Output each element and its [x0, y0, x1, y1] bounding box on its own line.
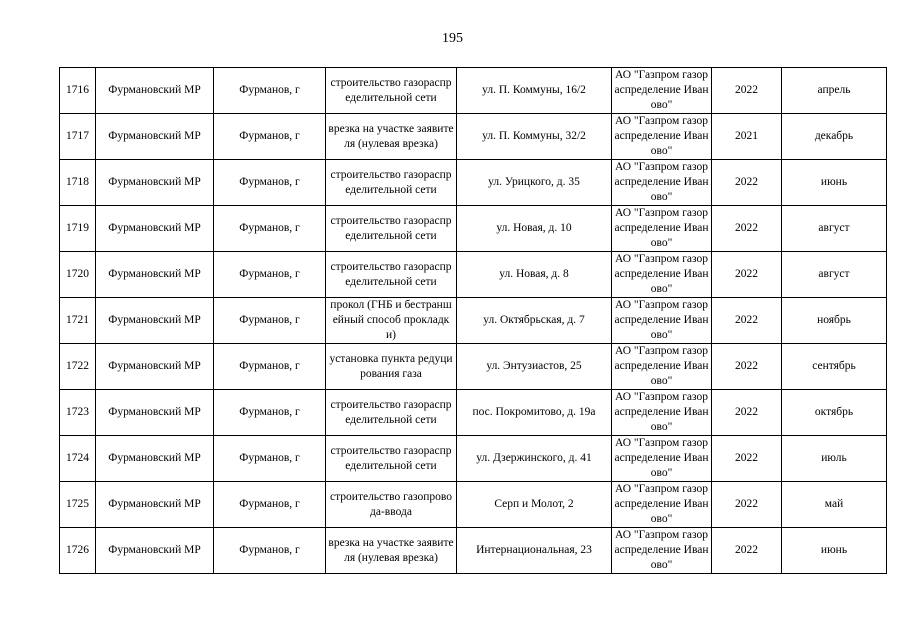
organization-cell: АО "Газпром газораспределение Иваново": [612, 114, 712, 160]
organization-cell: АО "Газпром газораспределение Иваново": [612, 206, 712, 252]
work-type-cell: строительство газораспределительной сети: [326, 390, 457, 436]
work-type-cell: строительство газораспределительной сети: [326, 160, 457, 206]
organization-cell: АО "Газпром газораспределение Иваново": [612, 482, 712, 528]
district-cell: Фурмановский МР: [96, 482, 214, 528]
work-type-cell: врезка на участке заявителя (нулевая врезка): [326, 528, 457, 574]
address-cell: ул. П. Коммуны, 32/2: [457, 114, 612, 160]
organization-cell: АО "Газпром газораспределение Иваново": [612, 160, 712, 206]
table-row: [60, 252, 887, 298]
year-cell: 2022: [712, 436, 782, 482]
year-cell: 2022: [712, 160, 782, 206]
row-number-cell: 1723: [60, 390, 96, 436]
district-cell: Фурмановский МР: [96, 252, 214, 298]
address-cell: ул. Новая, д. 8: [457, 252, 612, 298]
table-row: [60, 160, 887, 206]
table-row: [60, 114, 887, 160]
row-number-cell: 1718: [60, 160, 96, 206]
district-cell: Фурмановский МР: [96, 298, 214, 344]
year-cell: 2022: [712, 528, 782, 574]
row-number-cell: 1726: [60, 528, 96, 574]
month-cell: май: [782, 482, 887, 528]
month-cell: октябрь: [782, 390, 887, 436]
month-cell: сентябрь: [782, 344, 887, 390]
table-row: [60, 436, 887, 482]
work-type-cell: установка пункта редуцирования газа: [326, 344, 457, 390]
organization-cell: АО "Газпром газораспределение Иваново": [612, 390, 712, 436]
row-number-cell: 1725: [60, 482, 96, 528]
organization-cell: АО "Газпром газораспределение Иваново": [612, 298, 712, 344]
work-type-cell: врезка на участке заявителя (нулевая врезка): [326, 114, 457, 160]
month-cell: июль: [782, 436, 887, 482]
year-cell: 2021: [712, 114, 782, 160]
row-number-cell: 1724: [60, 436, 96, 482]
table-row: [60, 68, 887, 114]
address-cell: ул. Октябрьская, д. 7: [457, 298, 612, 344]
city-cell: Фурманов, г: [214, 298, 326, 344]
month-cell: август: [782, 206, 887, 252]
row-number-cell: 1716: [60, 68, 96, 114]
city-cell: Фурманов, г: [214, 528, 326, 574]
month-cell: декабрь: [782, 114, 887, 160]
table-row: [60, 528, 887, 574]
district-cell: Фурмановский МР: [96, 206, 214, 252]
district-cell: Фурмановский МР: [96, 68, 214, 114]
district-cell: Фурмановский МР: [96, 344, 214, 390]
work-type-cell: строительство газораспределительной сети: [326, 252, 457, 298]
year-cell: 2022: [712, 252, 782, 298]
organization-cell: АО "Газпром газораспределение Иваново": [612, 344, 712, 390]
city-cell: Фурманов, г: [214, 482, 326, 528]
work-type-cell: строительство газораспределительной сети: [326, 68, 457, 114]
table-body: [60, 68, 887, 574]
row-number-cell: 1722: [60, 344, 96, 390]
row-number-cell: 1719: [60, 206, 96, 252]
organization-cell: АО "Газпром газораспределение Иваново": [612, 252, 712, 298]
work-type-cell: строительство газопровода-ввода: [326, 482, 457, 528]
organization-cell: АО "Газпром газораспределение Иваново": [612, 528, 712, 574]
address-cell: Интернациональная, 23: [457, 528, 612, 574]
year-cell: 2022: [712, 482, 782, 528]
organization-cell: АО "Газпром газораспределение Иваново": [612, 68, 712, 114]
city-cell: Фурманов, г: [214, 68, 326, 114]
district-cell: Фурмановский МР: [96, 390, 214, 436]
gasification-schedule-table: [59, 67, 887, 574]
table-row: [60, 482, 887, 528]
month-cell: июнь: [782, 528, 887, 574]
month-cell: август: [782, 252, 887, 298]
address-cell: ул. Урицкого, д. 35: [457, 160, 612, 206]
year-cell: 2022: [712, 206, 782, 252]
address-cell: ул. Дзержинского, д. 41: [457, 436, 612, 482]
district-cell: Фурмановский МР: [96, 528, 214, 574]
city-cell: Фурманов, г: [214, 160, 326, 206]
year-cell: 2022: [712, 68, 782, 114]
year-cell: 2022: [712, 390, 782, 436]
year-cell: 2022: [712, 298, 782, 344]
table-row: [60, 206, 887, 252]
row-number-cell: 1720: [60, 252, 96, 298]
address-cell: пос. Покромитово, д. 19а: [457, 390, 612, 436]
year-cell: 2022: [712, 344, 782, 390]
page-number: 195: [442, 31, 463, 46]
month-cell: июнь: [782, 160, 887, 206]
city-cell: Фурманов, г: [214, 252, 326, 298]
district-cell: Фурмановский МР: [96, 114, 214, 160]
address-cell: ул. Энтузиастов, 25: [457, 344, 612, 390]
table-row: [60, 390, 887, 436]
work-type-cell: строительство газораспределительной сети: [326, 206, 457, 252]
month-cell: ноябрь: [782, 298, 887, 344]
table-row: [60, 344, 887, 390]
table-row: [60, 298, 887, 344]
city-cell: Фурманов, г: [214, 390, 326, 436]
organization-cell: АО "Газпром газораспределение Иваново": [612, 436, 712, 482]
address-cell: ул. П. Коммуны, 16/2: [457, 68, 612, 114]
month-cell: апрель: [782, 68, 887, 114]
district-cell: Фурмановский МР: [96, 160, 214, 206]
row-number-cell: 1717: [60, 114, 96, 160]
city-cell: Фурманов, г: [214, 436, 326, 482]
city-cell: Фурманов, г: [214, 206, 326, 252]
work-type-cell: строительство газораспределительной сети: [326, 436, 457, 482]
city-cell: Фурманов, г: [214, 114, 326, 160]
address-cell: Серп и Молот, 2: [457, 482, 612, 528]
work-type-cell: прокол (ГНБ и бестраншейный способ прокладки): [326, 298, 457, 344]
district-cell: Фурмановский МР: [96, 436, 214, 482]
row-number-cell: 1721: [60, 298, 96, 344]
city-cell: Фурманов, г: [214, 344, 326, 390]
address-cell: ул. Новая, д. 10: [457, 206, 612, 252]
